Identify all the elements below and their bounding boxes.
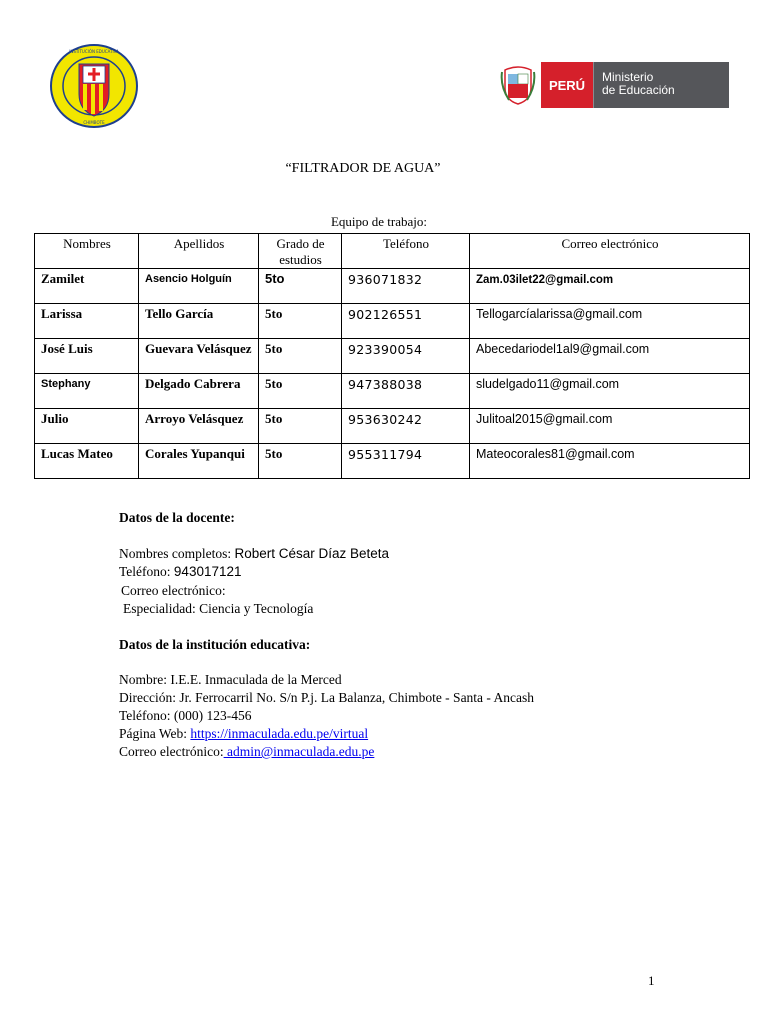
teacher-full-name-label: Nombres completos: [119, 546, 232, 561]
table-header-row [35, 234, 750, 269]
cell-correo: Tellogarcíalarissa@gmail.com [470, 304, 750, 339]
ministry-name-line2: de Educación [602, 83, 675, 97]
institution-web-label: Página Web: [119, 726, 188, 741]
institution-name [119, 672, 342, 688]
svg-text:INSTITUCIÓN EDUCATIVA: INSTITUCIÓN EDUCATIVA [69, 49, 119, 54]
institution-address-label: Dirección: [119, 690, 176, 705]
table-row [35, 444, 750, 479]
ministry-name [593, 62, 729, 108]
cell-correo: Mateocorales81@gmail.com [470, 444, 750, 479]
column-header-telefono: Teléfono [342, 234, 470, 269]
cell-nombres: Stephany [35, 374, 139, 409]
teacher-full-name [119, 546, 389, 562]
team-table [34, 233, 750, 479]
teacher-full-name-value: Robert César Díaz Beteta [234, 546, 390, 561]
cell-telefono: 923390054 [342, 339, 470, 374]
document-title: “FILTRADOR DE AGUA” [285, 161, 441, 176]
institution-web-link[interactable]: https://inmaculada.edu.pe/virtual [190, 726, 369, 741]
cell-nombres: Zamilet [35, 269, 139, 304]
cell-grado: 5to [259, 374, 342, 409]
column-header-grado: Grado de estudios [259, 234, 342, 269]
cell-telefono: 955311794 [342, 444, 470, 479]
table-row [35, 304, 750, 339]
teacher-specialty-value: Ciencia y Tecnología [199, 601, 314, 616]
table-row [35, 374, 750, 409]
teacher-phone-value: 943017121 [173, 564, 242, 579]
cell-nombres: Larissa [35, 304, 139, 339]
cell-grado: 5to [259, 339, 342, 374]
institution-email-label: Correo electrónico: [119, 744, 224, 759]
cell-apellidos: Asencio Holguín [139, 269, 259, 304]
institution-email [119, 744, 374, 760]
page-number: 1 [648, 973, 655, 988]
table-row [35, 339, 750, 374]
cell-grado: 5to [259, 304, 342, 339]
cell-telefono: 902126551 [342, 304, 470, 339]
institution-email-value: admin@inmaculada.edu.pe [226, 744, 375, 759]
cell-correo: Abecedariodel1al9@gmail.com [470, 339, 750, 374]
cell-correo: Julitoal2015@gmail.com [470, 409, 750, 444]
institution-address [119, 690, 534, 706]
cell-nombres: José Luis [35, 339, 139, 374]
cell-grado: 5to [259, 444, 342, 479]
cell-correo: sludelgado11@gmail.com [470, 374, 750, 409]
column-header-apellidos: Apellidos [139, 234, 259, 269]
institution-web [119, 726, 368, 742]
institution-address-value: Jr. Ferrocarril No. S/n P.j. La Balanza, Chimbote - Santa - Ancash [179, 690, 535, 705]
cell-correo: Zam.03ilet22@gmail.com [470, 269, 750, 304]
cell-apellidos: Corales Yupanqui [139, 444, 259, 479]
cell-nombres: Lucas Mateo [35, 444, 139, 479]
table-row [35, 269, 750, 304]
peru-coat-of-arms-icon [499, 62, 537, 108]
svg-text:CHIMBOTE: CHIMBOTE [83, 120, 105, 125]
institution-phone [119, 708, 252, 724]
cell-apellidos: Guevara Velásquez [139, 339, 259, 374]
ministry-of-education-logo [499, 62, 729, 108]
cell-apellidos: Tello García [139, 304, 259, 339]
cell-apellidos: Arroyo Velásquez [139, 409, 259, 444]
institution-heading: Datos de la institución educativa: [119, 637, 311, 652]
teacher-heading: Datos de la docente: [119, 510, 235, 525]
teacher-specialty [123, 601, 313, 617]
institution-email-link[interactable] [224, 744, 375, 759]
cell-grado: 5to [259, 269, 342, 304]
institution-phone-label: Teléfono: [119, 708, 171, 723]
cell-nombres: Julio [35, 409, 139, 444]
column-header-nombres: Nombres [35, 234, 139, 269]
cell-apellidos: Delgado Cabrera [139, 374, 259, 409]
cell-telefono: 947388038 [342, 374, 470, 409]
institution-name-label: Nombre: [119, 672, 167, 687]
peru-label: PERÚ [541, 62, 593, 108]
teacher-phone [119, 564, 242, 580]
teacher-email [121, 583, 226, 599]
school-seal-logo [50, 44, 138, 128]
institution-name-value: I.E.E. Inmaculada de la Merced [170, 672, 342, 687]
ministry-name-line1: Ministerio [602, 70, 654, 84]
table-row [35, 409, 750, 444]
cell-grado: 5to [259, 409, 342, 444]
teacher-phone-label: Teléfono: [119, 564, 171, 579]
teacher-specialty-label: Especialidad: [123, 601, 196, 616]
cell-telefono: 936071832 [342, 269, 470, 304]
column-header-correo: Correo electrónico [470, 234, 750, 269]
teacher-email-label: Correo electrónico: [121, 583, 226, 598]
institution-phone-value: (000) 123-456 [173, 708, 252, 723]
cell-telefono: 953630242 [342, 409, 470, 444]
team-caption: Equipo de trabajo: [330, 214, 428, 229]
